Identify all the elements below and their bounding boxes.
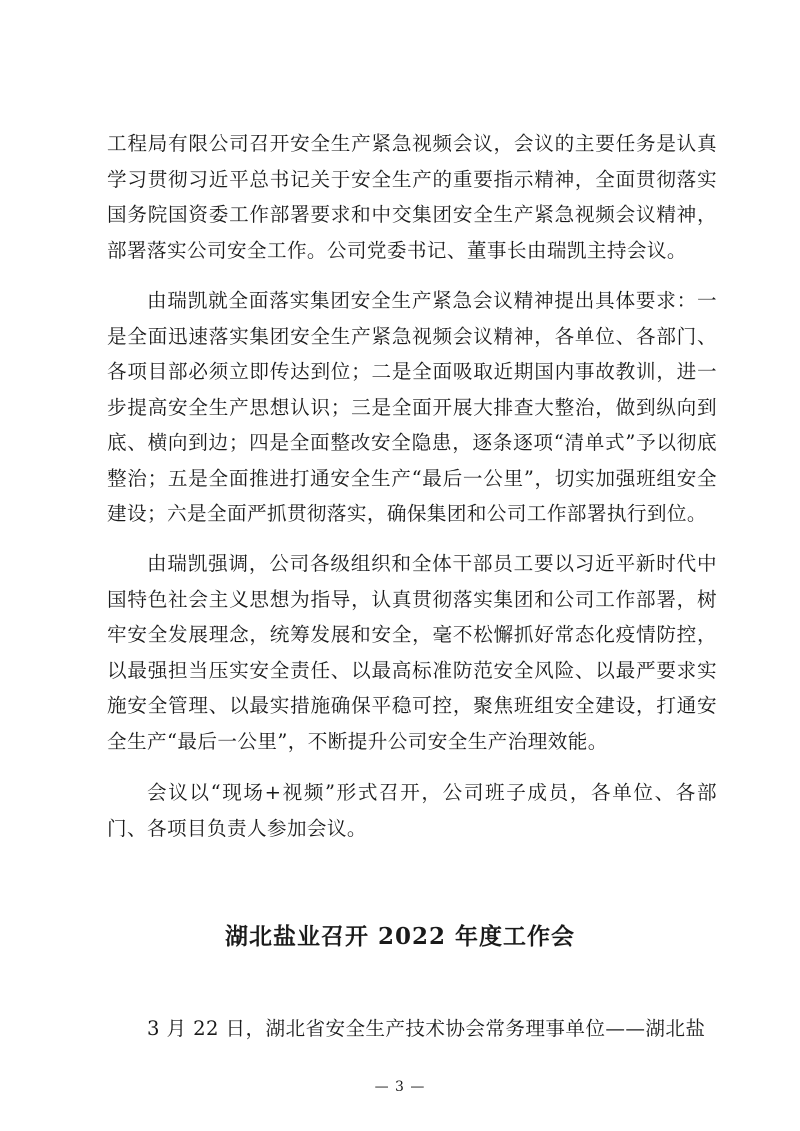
paragraph-section-opening: 3 月 22 日，湖北省安全生产技术协会常务理事单位——湖北盐 — [147, 1017, 706, 1040]
paragraph-emphasis: 由瑞凯强调，公司各级组织和全体干部员工要以习近平新时代中国特色社会主义思想为指导，认真贯彻落实集团和公司工作部署，树牢安全发展理念，统筹发展和安全，毫不松懈抓好常态化疫情防控，以最强担当压实安全责任、以最高标准防范安全风险、以最严要求实施安全管理、以最实措施确保平稳可控，聚焦班组安全建设，打通安全生产“最后一公里”，不断提升公司安全生产治理效能。 — [107, 552, 717, 753]
paragraph-meeting-format: 会议以“现场+视频”形式召开，公司班子成员，各单位、各部门、各项目负责人参加会议。 — [107, 781, 717, 840]
section-heading: 湖北盐业召开 2022 年度工作会 — [224, 923, 576, 950]
paragraph-requirements: 由瑞凯就全面落实集团安全生产紧急会议精神提出具体要求：一是全面迅速落实集团安全生产紧急视频会议精神，各单位、各部门、各项目部必须立即传达到位；二是全面吸取近期国内事故教训，进一步提高安全生产思想认识；三是全面开展大排查大整治，做到纵向到底、横向到边；四是全面整改安全隐患，逐条逐项“清单式”予以彻底整治；五是全面推进打通安全生产“最后一公里”，切实加强班组安全建设；六是全面严抓贯彻落实，确保集团和公司工作部署执行到位。 — [107, 289, 717, 525]
paragraph-meeting-intro: 工程局有限公司召开安全生产紧急视频会议，会议的主要任务是认真学习贯彻习近平总书记关于安全生产的重要指示精神，全面贯彻落实国务院国资委工作部署要求和中交集团安全生产紧急视频会议精神，部署落实公司安全工作。公司党委书记、董事长由瑞凯主持会议。 — [107, 132, 717, 262]
page-number: — 3 — — [374, 1079, 426, 1095]
